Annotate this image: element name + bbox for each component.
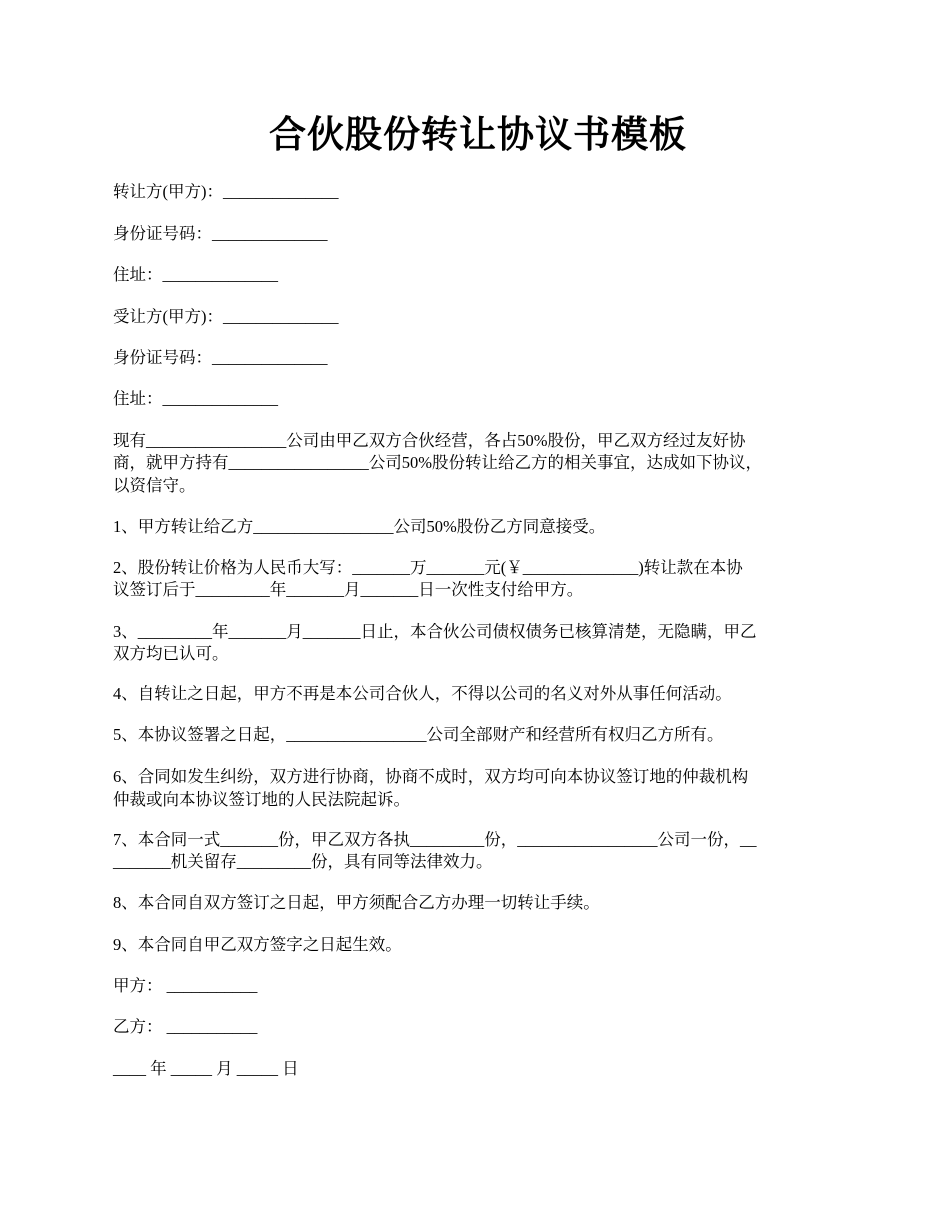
clause-7-line: 7、本合同一式_______份，甲乙双方各执_________份，_________________公司一份，__ [113, 830, 757, 849]
signature-party-b: 乙方： ___________ [113, 1017, 258, 1036]
transferee-id-line: 身份证号码：______________ [113, 348, 328, 367]
clause-9: 9、本合同自甲乙双方签字之日起生效。 [113, 935, 402, 954]
transferee-line: 受让方(甲方)：______________ [113, 307, 339, 326]
intro-paragraph-line: 以资信守。 [113, 476, 196, 495]
transferor-line: 转让方(甲方)：______________ [113, 182, 339, 201]
intro-paragraph-line: 现有_________________公司由甲乙双方合伙经营，各占50%股份，甲乙双方经过友好协 [113, 431, 746, 450]
signature-party-a: 甲方： ___________ [113, 976, 258, 995]
clause-3-line: 双方均已认可。 [113, 644, 229, 663]
document-title: 合伙股份转让协议书模板 [269, 115, 687, 156]
clause-1: 1、甲方转让给乙方_________________公司50%股份乙方同意接受。 [113, 517, 606, 536]
clause-3-line: 3、_________年_______月_______日止，本合伙公司债权债务已核算清楚，无隐瞒，甲乙 [113, 622, 757, 641]
clause-5: 5、本协议签署之日起，_________________公司全部财产和经营所有权归乙方所有。 [113, 725, 724, 744]
clause-6-line: 仲裁或向本协议签订地的人民法院起诉。 [113, 790, 410, 809]
clause-2-line: 2、股份转让价格为人民币大写：_______万_______元(￥______________)转让款在本协 [113, 558, 743, 577]
signature-date: ____ 年 _____ 月 _____ 日 [113, 1059, 299, 1078]
clause-2-line: 议签订后于_________年_______月_______日一次性支付给甲方。 [113, 580, 584, 599]
clause-4: 4、自转让之日起，甲方不再是本公司合伙人，不得以公司的名义对外从事任何活动。 [113, 684, 732, 703]
clause-6-line: 6、合同如发生纠纷，双方进行协商，协商不成时，双方均可向本协议签订地的仲裁机构 [113, 767, 749, 786]
transferor-address-line: 住址：______________ [113, 265, 278, 284]
transferee-address-line: 住址：______________ [113, 389, 278, 408]
clause-8: 8、本合同自双方签订之日起，甲方须配合乙方办理一切转让手续。 [113, 893, 600, 912]
clause-7-line: _______机关留存_________份，具有同等法律效力。 [113, 852, 493, 871]
intro-paragraph-line: 商，就甲方持有_________________公司50%股份转让给乙方的相关事宜，达成如下协议， [113, 453, 762, 472]
transferor-id-line: 身份证号码：______________ [113, 224, 328, 243]
